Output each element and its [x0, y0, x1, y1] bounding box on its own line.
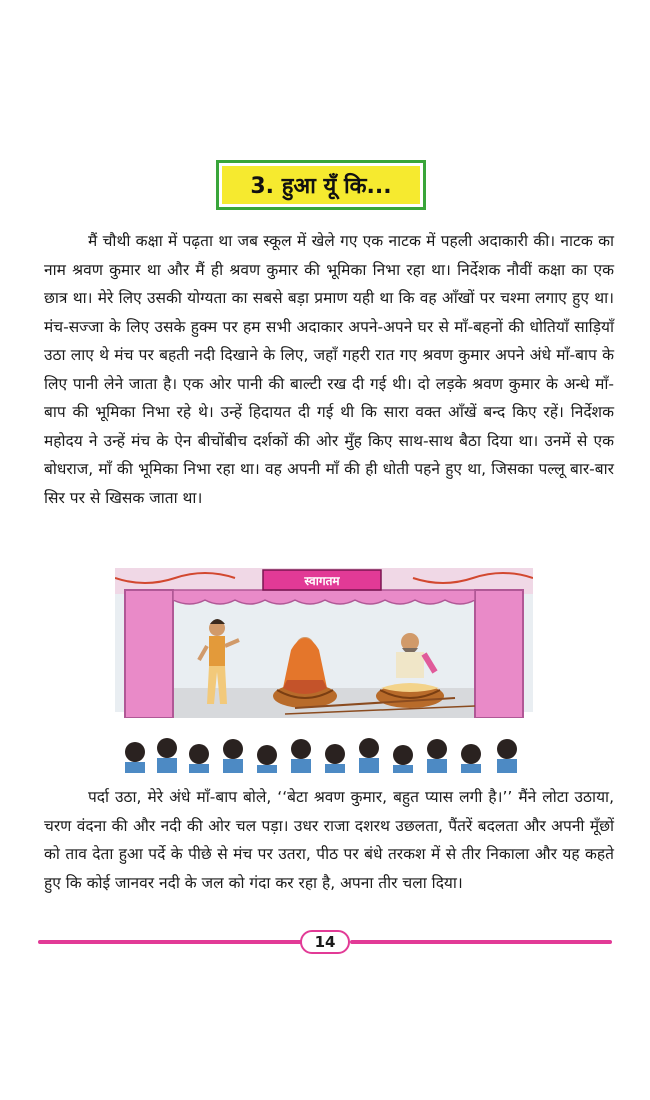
stage-illustration — [115, 568, 533, 773]
paragraph-1: मैं चौथी कक्षा में पढ़ता था जब स्कूल में खेले गए एक नाटक में पहली अदाकारी की। नाटक का नाम श्रवण कुमार था और मैं ही श्रवण कुमार की भूमिका निभा रहा था। निर्देशक नौवीं कक्षा का एक छात्र था। मेरे लिए उसकी योग्यता का सबसे बड़ा प्रमाण यही था कि वह आँखों पर चश्मा लगाए हुए था। मंच-सज्जा के लिए उसके हुक्म पर हम सभी अदाकार अपने-अपने घर से माँ-बहनों की धोतियाँ साड़ियाँ उठा लाए थे मंच पर बहती नदी दिखाने के लिए, जहाँ गहरी रात गए श्रवण कुमार अपने अंधे माँ-बाप के लिए पानी लेने जाता है। एक ओर पानी की बाल्टी रख दी गई थी। दो लड़के श्रवण कुमार के अन्धे माँ-बाप की भूमिका निभा रहे थे। उन्हें हिदायत दी गई थी कि सारा वक्त आँखें बन्द किए रहें। निर्देशक महोदय ने उन्हें मंच के ऐन बीचोंबीच दर्शकों की ओर मुँह किए साथ-साथ बैठा दिया था। उनमें से एक बोधराज, माँ की भूमिका निभा रहा था। वह अपनी माँ की ही धोती पहने हुए था, जिसका पल्लू बार-बार सिर पर से खिसक जाता था। — [44, 232, 614, 507]
left-curtain — [125, 590, 173, 718]
chapter-title: 3. हुआ यूँ कि... — [222, 166, 420, 204]
page-rule-left — [38, 940, 302, 944]
page-number: 14 — [300, 930, 350, 954]
chapter-title-box — [216, 160, 426, 210]
right-curtain — [475, 590, 523, 718]
page-rule-right — [350, 940, 612, 944]
paragraph-2: पर्दा उठा, मेरे अंधे माँ-बाप बोले, ‘‘बेटा श्रवण कुमार, बहुत प्यास लगी है।’’ मैंने लोटा उठाया, चरण वंदना की और नदी की ओर चल पड़ा। उधर राजा दशरथ उछलता, पैंतरें बदलता और अपनी मूँछों को ताव देता हुआ पर्दे के पीछे से मंच पर उतरा, पीठ पर बंधे तरकश में से तीर निकाला और यह कहते हुए कि कोई जानवर नदी के जल को गंदा कर रहा है, अपना तीर चला दिया। — [44, 788, 614, 892]
welcome-banner-text: स्वागतम — [304, 574, 340, 588]
